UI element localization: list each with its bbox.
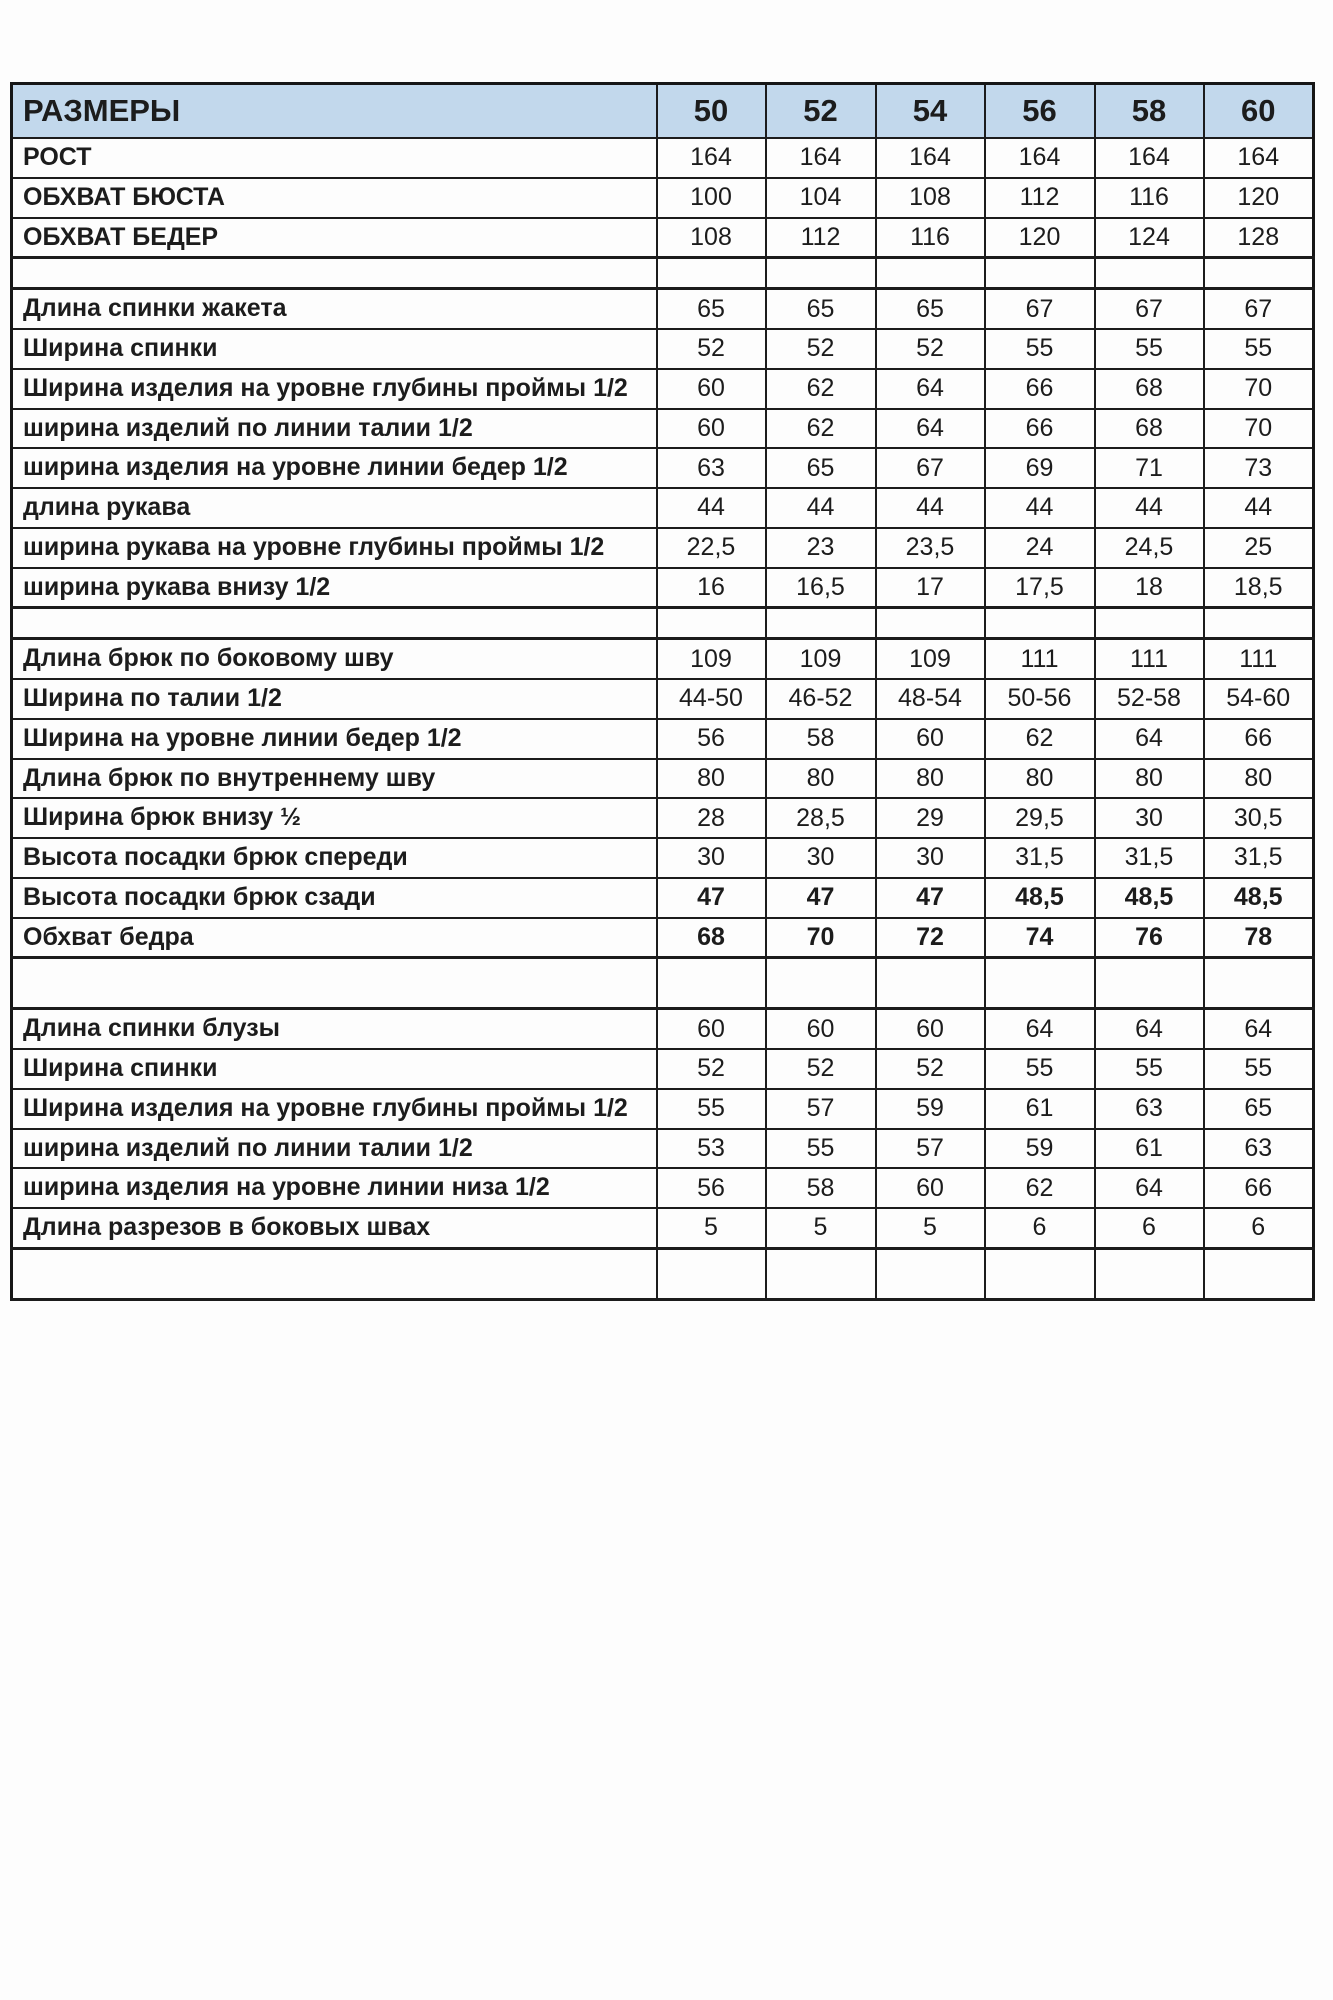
measurement-value: 55 [1204,1049,1314,1089]
spacer-cell [12,958,657,1009]
measurement-value: 108 [657,218,766,258]
header-size-60: 60 [1204,84,1314,139]
measurement-label: РОСТ [12,138,657,178]
measurement-value: 112 [766,218,876,258]
measurement-value: 56 [657,719,766,759]
header-size-56: 56 [985,84,1095,139]
measurement-row [12,838,1314,878]
measurement-label: Ширина спинки [12,1049,657,1089]
measurement-value: 68 [1095,369,1204,409]
measurement-row [12,639,1314,679]
measurement-label: ширина изделий по линии талии 1/2 [12,409,657,449]
measurement-value: 109 [766,639,876,679]
measurement-value: 48,5 [1204,878,1314,918]
spacer-cell [985,958,1095,1009]
measurement-value: 71 [1095,448,1204,488]
spacer-cell [876,1248,985,1299]
measurement-value: 112 [985,178,1095,218]
spacer-cell [657,1248,766,1299]
measurement-value: 65 [876,289,985,329]
measurement-row [12,1208,1314,1248]
measurement-label: Ширина на уровне линии бедер 1/2 [12,719,657,759]
measurement-value: 60 [657,1009,766,1049]
measurement-value: 60 [876,1168,985,1208]
measurement-value: 52 [876,329,985,369]
measurement-value: 120 [1204,178,1314,218]
measurement-row [12,719,1314,759]
measurement-value: 5 [657,1208,766,1248]
measurement-value: 30,5 [1204,798,1314,838]
measurement-row [12,289,1314,329]
measurement-label: ОБХВАТ БЮСТА [12,178,657,218]
measurement-row [12,568,1314,608]
measurement-value: 57 [876,1129,985,1169]
measurement-value: 52 [766,329,876,369]
header-size-52: 52 [766,84,876,139]
measurement-value: 55 [1204,329,1314,369]
measurement-value: 164 [876,138,985,178]
measurement-row [12,488,1314,528]
measurement-label: Длина брюк по внутреннему шву [12,759,657,799]
measurement-value: 76 [1095,918,1204,958]
spacer-cell [876,258,985,289]
measurement-row [12,369,1314,409]
measurement-value: 44 [657,488,766,528]
measurement-value: 64 [1095,1168,1204,1208]
measurement-row [12,178,1314,218]
measurement-value: 66 [985,369,1095,409]
measurement-value: 5 [766,1208,876,1248]
measurement-label: Ширина спинки [12,329,657,369]
measurement-row [12,528,1314,568]
measurement-row [12,1009,1314,1049]
measurement-row [12,409,1314,449]
spacer-cell [12,258,657,289]
measurement-value: 62 [766,369,876,409]
measurement-row [12,448,1314,488]
measurement-value: 63 [1204,1129,1314,1169]
measurement-value: 57 [766,1089,876,1129]
measurement-value: 61 [985,1089,1095,1129]
spacer-row [12,1248,1314,1299]
measurement-value: 78 [1204,918,1314,958]
measurement-value: 60 [876,719,985,759]
measurement-value: 28,5 [766,798,876,838]
measurement-value: 62 [985,719,1095,759]
measurement-value: 104 [766,178,876,218]
spacer-cell [12,608,657,639]
measurement-label: ширина рукава внизу 1/2 [12,568,657,608]
measurement-label: ширина изделия на уровне линии низа 1/2 [12,1168,657,1208]
measurement-label: ширина изделия на уровне линии бедер 1/2 [12,448,657,488]
measurement-value: 80 [766,759,876,799]
measurement-value: 30 [766,838,876,878]
measurement-value: 80 [657,759,766,799]
measurement-value: 52 [657,1049,766,1089]
measurement-label: ширина рукава на уровне глубины проймы 1/2 [12,528,657,568]
spacer-cell [1095,1248,1204,1299]
measurement-value: 44 [1204,488,1314,528]
measurement-value: 28 [657,798,766,838]
measurement-value: 47 [766,878,876,918]
measurement-value: 111 [1095,639,1204,679]
header-size-50: 50 [657,84,766,139]
measurement-row [12,138,1314,178]
spacer-cell [1204,1248,1314,1299]
measurement-value: 69 [985,448,1095,488]
measurement-value: 55 [657,1089,766,1129]
measurement-value: 65 [1204,1089,1314,1129]
measurement-value: 64 [1095,1009,1204,1049]
measurement-value: 18,5 [1204,568,1314,608]
measurement-value: 44-50 [657,679,766,719]
measurement-value: 164 [657,138,766,178]
measurement-value: 108 [876,178,985,218]
measurement-row [12,1089,1314,1129]
measurement-value: 55 [1095,1049,1204,1089]
measurement-value: 128 [1204,218,1314,258]
measurement-row [12,329,1314,369]
spacer-cell [1095,958,1204,1009]
measurement-value: 47 [657,878,766,918]
measurement-row [12,679,1314,719]
measurement-value: 16 [657,568,766,608]
measurement-row [12,878,1314,918]
measurement-value: 65 [766,448,876,488]
measurement-value: 44 [876,488,985,528]
measurement-value: 64 [1095,719,1204,759]
measurement-value: 30 [657,838,766,878]
measurement-value: 63 [657,448,766,488]
size-chart-table [10,82,1315,1301]
measurement-value: 44 [985,488,1095,528]
measurement-label: Длина разрезов в боковых швах [12,1208,657,1248]
measurement-value: 55 [1095,329,1204,369]
spacer-cell [985,258,1095,289]
spacer-cell [657,958,766,1009]
spacer-cell [985,1248,1095,1299]
measurement-value: 48,5 [985,878,1095,918]
measurement-value: 80 [1204,759,1314,799]
measurement-value: 80 [985,759,1095,799]
measurement-value: 52 [657,329,766,369]
measurement-value: 55 [985,329,1095,369]
measurement-value: 64 [985,1009,1095,1049]
measurement-value: 70 [1204,409,1314,449]
spacer-cell [12,1248,657,1299]
measurement-value: 80 [876,759,985,799]
measurement-value: 23,5 [876,528,985,568]
measurement-value: 44 [1095,488,1204,528]
measurement-label: Длина спинки блузы [12,1009,657,1049]
spacer-cell [1095,608,1204,639]
measurement-value: 66 [985,409,1095,449]
measurement-value: 50-56 [985,679,1095,719]
measurement-value: 31,5 [1204,838,1314,878]
measurement-value: 109 [876,639,985,679]
measurement-value: 60 [657,409,766,449]
measurement-value: 24,5 [1095,528,1204,568]
spacer-cell [876,958,985,1009]
measurement-value: 48,5 [1095,878,1204,918]
measurement-value: 65 [657,289,766,329]
spacer-row [12,958,1314,1009]
measurement-value: 24 [985,528,1095,568]
measurement-value: 100 [657,178,766,218]
measurement-value: 31,5 [985,838,1095,878]
measurement-row [12,798,1314,838]
spacer-cell [985,608,1095,639]
measurement-value: 59 [985,1129,1095,1169]
measurement-value: 59 [876,1089,985,1129]
measurement-value: 72 [876,918,985,958]
measurement-value: 116 [1095,178,1204,218]
measurement-label: Высота посадки брюк сзади [12,878,657,918]
spacer-cell [1204,608,1314,639]
measurement-label: Длина спинки жакета [12,289,657,329]
measurement-value: 52-58 [1095,679,1204,719]
measurement-value: 6 [985,1208,1095,1248]
spacer-cell [1204,258,1314,289]
measurement-value: 47 [876,878,985,918]
measurement-value: 53 [657,1129,766,1169]
measurement-value: 52 [766,1049,876,1089]
measurement-label: длина рукава [12,488,657,528]
measurement-value: 109 [657,639,766,679]
measurement-value: 116 [876,218,985,258]
measurement-value: 62 [985,1168,1095,1208]
measurement-value: 54-60 [1204,679,1314,719]
measurement-value: 70 [1204,369,1314,409]
spacer-cell [876,608,985,639]
spacer-cell [657,608,766,639]
measurement-value: 17 [876,568,985,608]
measurement-value: 66 [1204,1168,1314,1208]
spacer-row [12,258,1314,289]
measurement-value: 66 [1204,719,1314,759]
measurement-value: 64 [1204,1009,1314,1049]
measurement-value: 164 [1095,138,1204,178]
measurement-value: 25 [1204,528,1314,568]
measurement-label: Ширина изделия на уровне глубины проймы 1/2 [12,369,657,409]
measurement-value: 63 [1095,1089,1204,1129]
measurement-label: Ширина по талии 1/2 [12,679,657,719]
measurement-value: 29 [876,798,985,838]
measurement-value: 64 [876,409,985,449]
measurement-value: 48-54 [876,679,985,719]
measurement-value: 60 [876,1009,985,1049]
measurement-value: 22,5 [657,528,766,568]
measurement-value: 67 [985,289,1095,329]
measurement-value: 60 [766,1009,876,1049]
table-header-row [12,84,1314,139]
measurement-value: 67 [1095,289,1204,329]
spacer-cell [766,958,876,1009]
measurement-value: 55 [985,1049,1095,1089]
measurement-value: 52 [876,1049,985,1089]
header-size-58: 58 [1095,84,1204,139]
measurement-value: 23 [766,528,876,568]
measurement-label: Длина брюк по боковому шву [12,639,657,679]
measurement-value: 18 [1095,568,1204,608]
measurement-value: 68 [657,918,766,958]
measurement-label: Ширина брюк внизу ½ [12,798,657,838]
measurement-row [12,218,1314,258]
measurement-value: 70 [766,918,876,958]
measurement-row [12,918,1314,958]
measurement-value: 62 [766,409,876,449]
measurement-label: ОБХВАТ БЕДЕР [12,218,657,258]
measurement-value: 120 [985,218,1095,258]
measurement-row [12,1168,1314,1208]
measurement-value: 30 [1095,798,1204,838]
measurement-row [12,1049,1314,1089]
measurement-value: 46-52 [766,679,876,719]
measurement-value: 124 [1095,218,1204,258]
measurement-value: 64 [876,369,985,409]
spacer-cell [766,258,876,289]
measurement-value: 60 [657,369,766,409]
measurement-value: 65 [766,289,876,329]
measurement-value: 29,5 [985,798,1095,838]
measurement-value: 164 [985,138,1095,178]
spacer-cell [1095,258,1204,289]
spacer-cell [657,258,766,289]
measurement-value: 58 [766,719,876,759]
header-title: РАЗМЕРЫ [12,84,657,139]
measurement-label: ширина изделий по линии талии 1/2 [12,1129,657,1169]
measurement-value: 58 [766,1168,876,1208]
spacer-row [12,608,1314,639]
measurement-value: 111 [985,639,1095,679]
measurement-value: 80 [1095,759,1204,799]
measurement-value: 61 [1095,1129,1204,1169]
measurement-value: 56 [657,1168,766,1208]
measurement-value: 6 [1095,1208,1204,1248]
spacer-cell [766,1248,876,1299]
measurement-value: 55 [766,1129,876,1169]
measurement-value: 44 [766,488,876,528]
spacer-cell [766,608,876,639]
measurement-value: 164 [1204,138,1314,178]
measurement-value: 68 [1095,409,1204,449]
measurement-value: 31,5 [1095,838,1204,878]
measurement-row [12,1129,1314,1169]
measurement-value: 111 [1204,639,1314,679]
measurement-value: 30 [876,838,985,878]
measurement-value: 74 [985,918,1095,958]
measurement-label: Обхват бедра [12,918,657,958]
spacer-cell [1204,958,1314,1009]
measurement-value: 73 [1204,448,1314,488]
measurement-value: 67 [1204,289,1314,329]
measurement-row [12,759,1314,799]
measurement-value: 17,5 [985,568,1095,608]
measurement-value: 16,5 [766,568,876,608]
measurement-value: 5 [876,1208,985,1248]
measurement-label: Ширина изделия на уровне глубины проймы 1/2 [12,1089,657,1129]
measurement-label: Высота посадки брюк спереди [12,838,657,878]
measurement-value: 6 [1204,1208,1314,1248]
measurement-value: 67 [876,448,985,488]
measurement-value: 164 [766,138,876,178]
header-size-54: 54 [876,84,985,139]
